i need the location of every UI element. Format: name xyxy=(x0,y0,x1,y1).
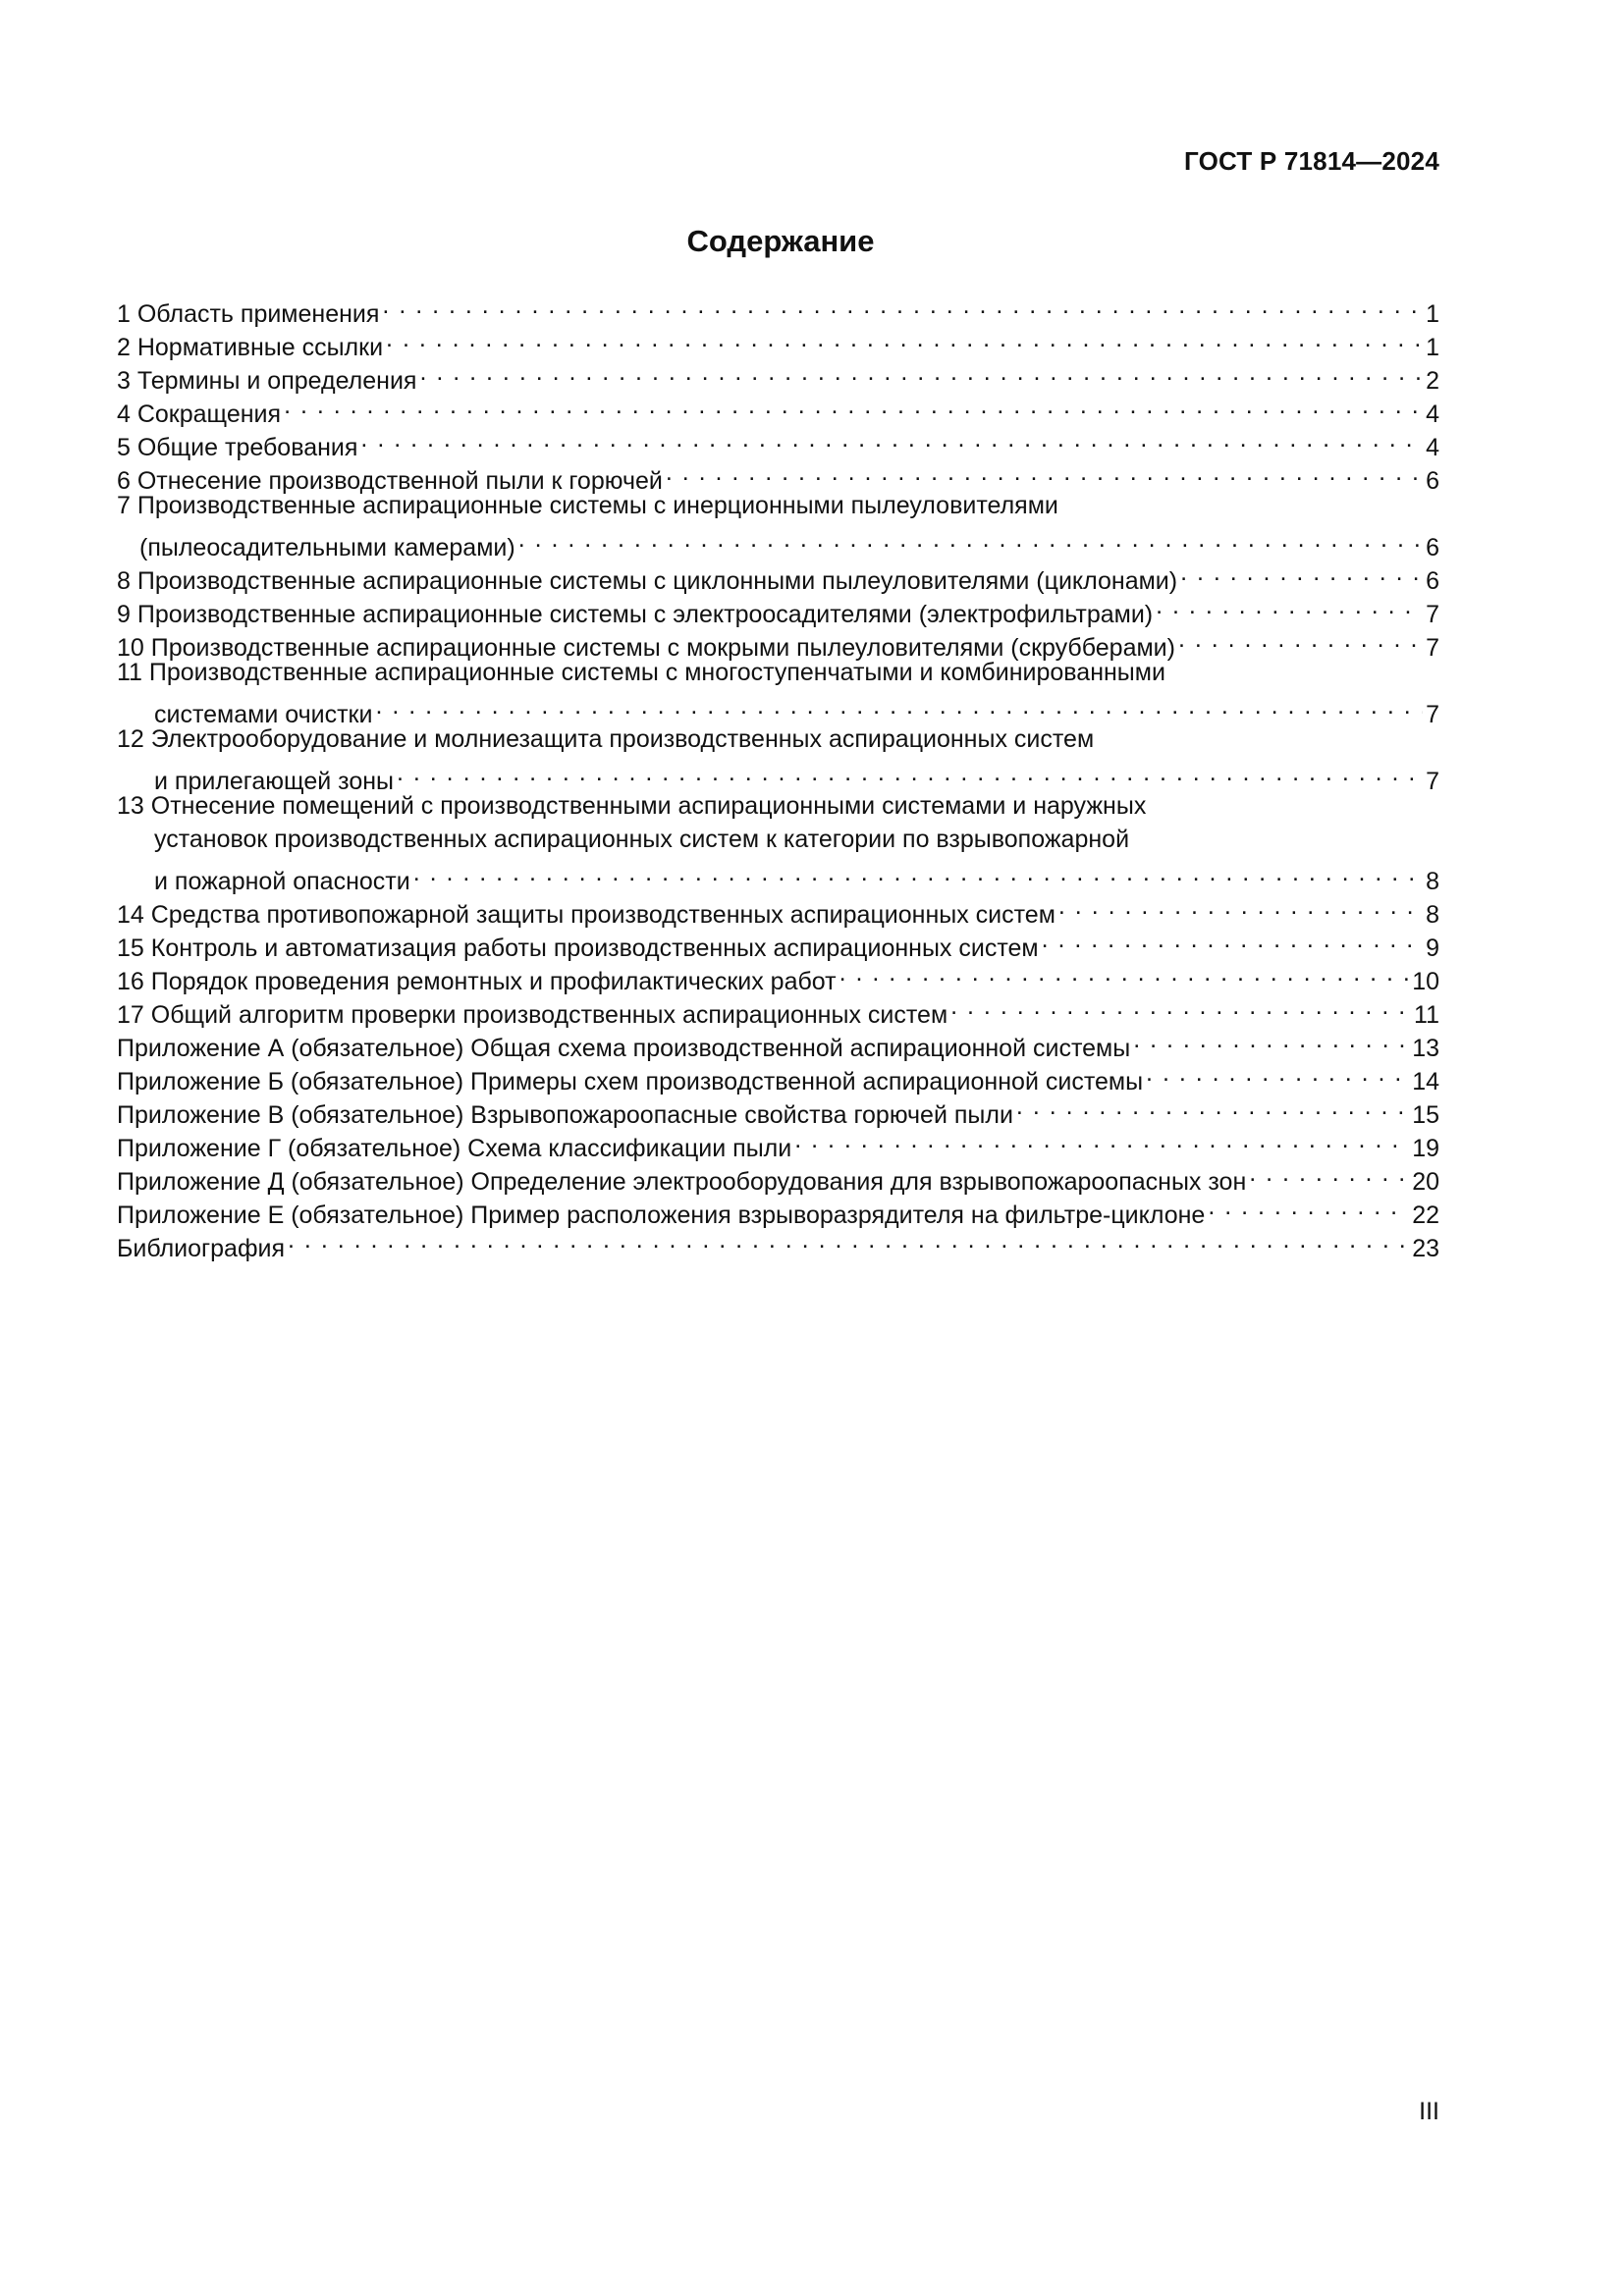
page-number: III xyxy=(1419,2098,1439,2125)
toc-entry-page: 10 xyxy=(1412,968,1439,995)
toc-entry-label: Библиография xyxy=(117,1235,286,1262)
document-code: ГОСТ Р 71814—2024 xyxy=(1184,146,1439,176)
toc-entry[interactable] xyxy=(117,656,1439,728)
toc-entry-label: и прилегающей зоны xyxy=(154,768,394,795)
toc-leader-dots xyxy=(382,289,1423,322)
toc-entry-label: 17 Общий алгоритм проверки производственных аспирационных систем xyxy=(117,1001,948,1029)
toc-entry-label: Приложение В (обязательное) Взрывопожароопасные свойства горючей пыли xyxy=(117,1101,1013,1129)
toc-leader-dots xyxy=(419,355,1423,389)
toc-entry-page: 1 xyxy=(1426,334,1439,361)
toc-entry-page: 11 xyxy=(1414,1001,1439,1029)
toc-entry[interactable] xyxy=(117,489,1439,561)
toc-entry-label: 13 Отнесение помещений с производственными аспирационными системами и наружных xyxy=(117,792,1147,820)
toc-entry-page: 4 xyxy=(1426,434,1439,461)
toc-leader-dots xyxy=(1058,889,1423,923)
toc-leader-dots xyxy=(518,522,1423,556)
toc-leader-dots xyxy=(360,422,1423,455)
toc-leader-dots xyxy=(413,856,1423,889)
toc-leader-dots xyxy=(1042,923,1423,956)
toc-entry-label: 10 Производственные аспирационные системы с мокрыми пылеуловителями (скрубберами) xyxy=(117,634,1175,662)
toc-leader-dots xyxy=(1178,622,1423,656)
toc-entry-label: 1 Область применения xyxy=(117,300,380,328)
table-of-contents xyxy=(117,289,1439,1262)
page-title: Содержание xyxy=(686,224,875,258)
toc-entry[interactable] xyxy=(117,289,1439,328)
toc-leader-dots xyxy=(1133,1023,1409,1056)
toc-entry-page: 20 xyxy=(1412,1168,1439,1196)
toc-entry-label: 8 Производственные аспирационные системы с циклонными пылеуловителями (циклонами) xyxy=(117,567,1178,595)
toc-entry-label: Приложение Г (обязательное) Схема классификации пыли xyxy=(117,1135,792,1162)
toc-leader-dots xyxy=(375,689,1423,722)
toc-leader-dots xyxy=(284,389,1423,422)
toc-leader-dots xyxy=(1208,1190,1409,1223)
toc-leader-dots xyxy=(397,756,1423,789)
toc-entry[interactable] xyxy=(117,422,1439,461)
toc-leader-dots xyxy=(288,1223,1409,1256)
toc-entry-page: 7 xyxy=(1426,634,1439,662)
toc-entry-label: 9 Производственные аспирационные системы с электроосадителями (электрофильтрами) xyxy=(117,601,1154,628)
toc-entry-page: 8 xyxy=(1426,868,1439,895)
toc-entry-label: 4 Сокращения xyxy=(117,400,282,428)
toc-entry-label: 11 Производственные аспирационные системы с многоступенчатыми и комбинированными xyxy=(117,659,1165,686)
toc-entry-label: 7 Производственные аспирационные системы с инерционными пылеуловителями xyxy=(117,492,1058,519)
toc-entry-page: 6 xyxy=(1426,534,1439,561)
toc-entry-label: системами очистки xyxy=(154,701,373,728)
toc-entry-label: Приложение Д (обязательное) Определение электрооборудования для взрывопожароопасных зон xyxy=(117,1168,1247,1196)
toc-leader-dots xyxy=(386,322,1423,355)
toc-entry-label: (пылеосадительными камерами) xyxy=(139,534,515,561)
toc-entry[interactable] xyxy=(117,1223,1439,1262)
toc-entry-label: и пожарной опасности xyxy=(154,868,410,895)
toc-entry-label: 15 Контроль и автоматизация работы производственных аспирационных систем xyxy=(117,934,1039,962)
toc-entry-page: 7 xyxy=(1426,601,1439,628)
toc-entry-page: 6 xyxy=(1426,467,1439,495)
toc-entry[interactable] xyxy=(117,389,1439,428)
toc-entry-label: Приложение А (обязательное) Общая схема производственной аспирационной системы xyxy=(117,1035,1131,1062)
toc-entry-label: 12 Электрооборудование и молниезащита производственных аспирационных систем xyxy=(117,725,1095,753)
toc-entry-page: 1 xyxy=(1426,300,1439,328)
toc-entry-page: 2 xyxy=(1426,367,1439,395)
toc-entry-label: 3 Термины и определения xyxy=(117,367,417,395)
toc-entry-page: 9 xyxy=(1426,934,1439,962)
toc-leader-dots xyxy=(794,1123,1409,1156)
toc-leader-dots xyxy=(1146,1056,1409,1090)
toc-entry-label: 5 Общие требования xyxy=(117,434,358,461)
toc-leader-dots xyxy=(1016,1090,1409,1123)
toc-entry-label: 2 Нормативные ссылки xyxy=(117,334,384,361)
toc-entry-page: 22 xyxy=(1412,1201,1439,1229)
toc-entry-page: 4 xyxy=(1426,400,1439,428)
toc-entry-page: 13 xyxy=(1412,1035,1439,1062)
toc-entry-label: 6 Отнесение производственной пыли к горючей xyxy=(117,467,663,495)
toc-entry-page: 23 xyxy=(1412,1235,1439,1262)
toc-leader-dots xyxy=(950,989,1411,1023)
toc-entry[interactable] xyxy=(117,722,1439,795)
toc-entry-page: 8 xyxy=(1426,901,1439,929)
toc-leader-dots xyxy=(1156,589,1423,622)
toc-entry-page: 7 xyxy=(1426,701,1439,728)
toc-entry-label: 14 Средства противопожарной защиты производственных аспирационных систем xyxy=(117,901,1056,929)
toc-entry-label: Приложение Б (обязательное) Примеры схем производственной аспирационной системы xyxy=(117,1068,1144,1095)
toc-entry-page: 19 xyxy=(1412,1135,1439,1162)
toc-leader-dots xyxy=(1180,556,1423,589)
toc-entry-page: 14 xyxy=(1412,1068,1439,1095)
toc-entry-label: установок производственных аспирационных систем к категории по взрывопожарной xyxy=(154,826,1130,853)
toc-entry-page: 15 xyxy=(1412,1101,1439,1129)
toc-leader-dots xyxy=(1249,1156,1409,1190)
toc-entry-page: 7 xyxy=(1426,768,1439,795)
toc-entry-label: Приложение Е (обязательное) Пример расположения взрыворазрядителя на фильтре-циклоне xyxy=(117,1201,1206,1229)
toc-entry-page: 6 xyxy=(1426,567,1439,595)
toc-leader-dots xyxy=(666,455,1423,489)
toc-leader-dots xyxy=(839,956,1410,989)
toc-entry-label: 16 Порядок проведения ремонтных и профилактических работ xyxy=(117,968,837,995)
toc-entry[interactable] xyxy=(117,789,1439,895)
